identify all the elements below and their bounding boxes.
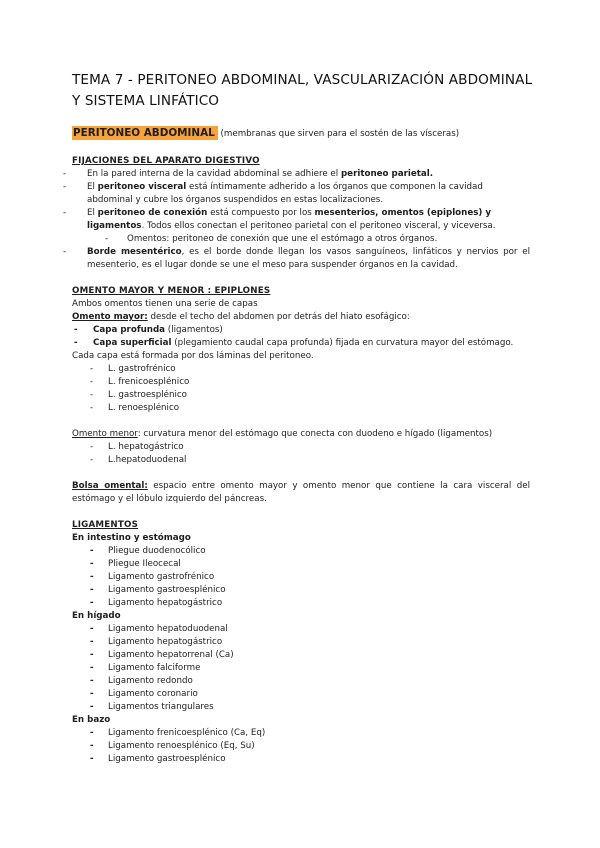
list-item: - L.hepatoduodenal	[90, 455, 187, 465]
list-item: - El peritoneo de conexión está compuesto por los mesenterios, omentos (epiplones) y ligamentos. Todos ellos conectan el peritoneo parietal con el peritoneo visceral, y viceversa.	[63, 208, 496, 231]
list-item: - L. hepatogástrico	[90, 442, 184, 452]
list-item: - Ligamento coronario	[90, 689, 198, 699]
list-item: - Ligamento redondo	[90, 676, 193, 686]
list-item: - L. frenicoesplénico	[90, 377, 190, 387]
sub-list-item: - Omentos: peritoneo de conexión que une el estómago a otros órganos.	[105, 234, 438, 244]
group-title: En bazo	[72, 715, 111, 725]
omento-menor-line: Omento menor: curvatura menor del estómago que conecta con duodeno e hígado (ligamentos)	[72, 429, 493, 439]
fijaciones-heading: FIJACIONES DEL APARATO DIGESTIVO	[72, 156, 260, 166]
ligamentos-heading: LIGAMENTOS	[72, 520, 139, 530]
list-item: - Ligamento hepatogástrico	[90, 637, 223, 647]
page-title: TEMA 7 - PERITONEO ABDOMINAL, VASCULARIZACIÓN ABDOMINAL Y SISTEMA LINFÁTICO	[72, 72, 533, 109]
list-item: - Capa profunda (ligamentos)	[74, 325, 223, 335]
list-item: - Ligamento gastroesplénico	[90, 754, 226, 764]
list-item: - Ligamento hepatogástrico	[90, 598, 223, 608]
list-item: - Ligamento hepatorrenal (Ca)	[90, 650, 234, 660]
omento-heading: OMENTO MAYOR Y MENOR : EPIPLONES	[72, 286, 271, 296]
list-item: - Ligamentos triangulares	[90, 702, 214, 712]
group-title: En hígado	[72, 611, 121, 621]
list-item: - En la pared interna de la cavidad abdominal se adhiere el peritoneo parietal.	[63, 169, 434, 179]
peritoneo-heading-line	[72, 126, 530, 142]
list-item: - Pliegue duodenocólico	[90, 546, 206, 556]
list-item: - Ligamento gastrofrénico	[90, 572, 215, 582]
list-item: - Ligamento frenicoesplénico (Ca, Eq)	[90, 728, 266, 738]
omento-mayor-line: Omento mayor: desde el techo del abdomen por detrás del hiato esofágico:	[72, 312, 410, 322]
list-item: - Ligamento hepatoduodenal	[90, 624, 228, 634]
document-body	[63, 126, 530, 766]
list-item: - L. gastrofrénico	[90, 364, 176, 374]
omento-intro: Ambos omentos tienen una serie de capas	[72, 299, 258, 309]
capa-note: Cada capa está formada por dos láminas del peritoneo.	[72, 351, 314, 361]
list-item: - L. renoesplénico	[90, 403, 180, 413]
list-item: - Pliegue Ileocecal	[90, 559, 181, 569]
list-item: - L. gastroesplénico	[90, 390, 187, 400]
list-item: - Borde mesentérico, es el borde donde llegan los vasos sanguíneos, linfáticos y nervios por el mesenterio, es el lugar donde se une el meso para suspender órganos en la cavidad.	[63, 247, 530, 270]
list-item: - Capa superficial (plegamiento caudal capa profunda) fijada en curvatura mayor del estómago.	[74, 338, 514, 348]
list-item: - El peritoneo visceral está íntimamente adherido a los órganos que componen la cavidad abdominal y cubre los órganos suspendidos en estas localizaciones.	[63, 182, 483, 205]
list-item: - Ligamento falciforme	[90, 663, 201, 673]
bolsa-omental: Bolsa omental: espacio entre omento mayor y omento menor que contiene la cara visceral del estómago y el lóbulo izquierdo del páncreas.	[72, 481, 530, 504]
highlighted-heading: PERITONEO ABDOMINAL	[72, 126, 218, 140]
heading-note: (membranas que sirven para el sostén de las vísceras)	[217, 129, 460, 139]
list-item: - Ligamento gastroesplénico	[90, 585, 226, 595]
group-title: En intestino y estómago	[72, 533, 191, 543]
list-item: - Ligamento renoesplénico (Eq, Su)	[90, 741, 255, 751]
